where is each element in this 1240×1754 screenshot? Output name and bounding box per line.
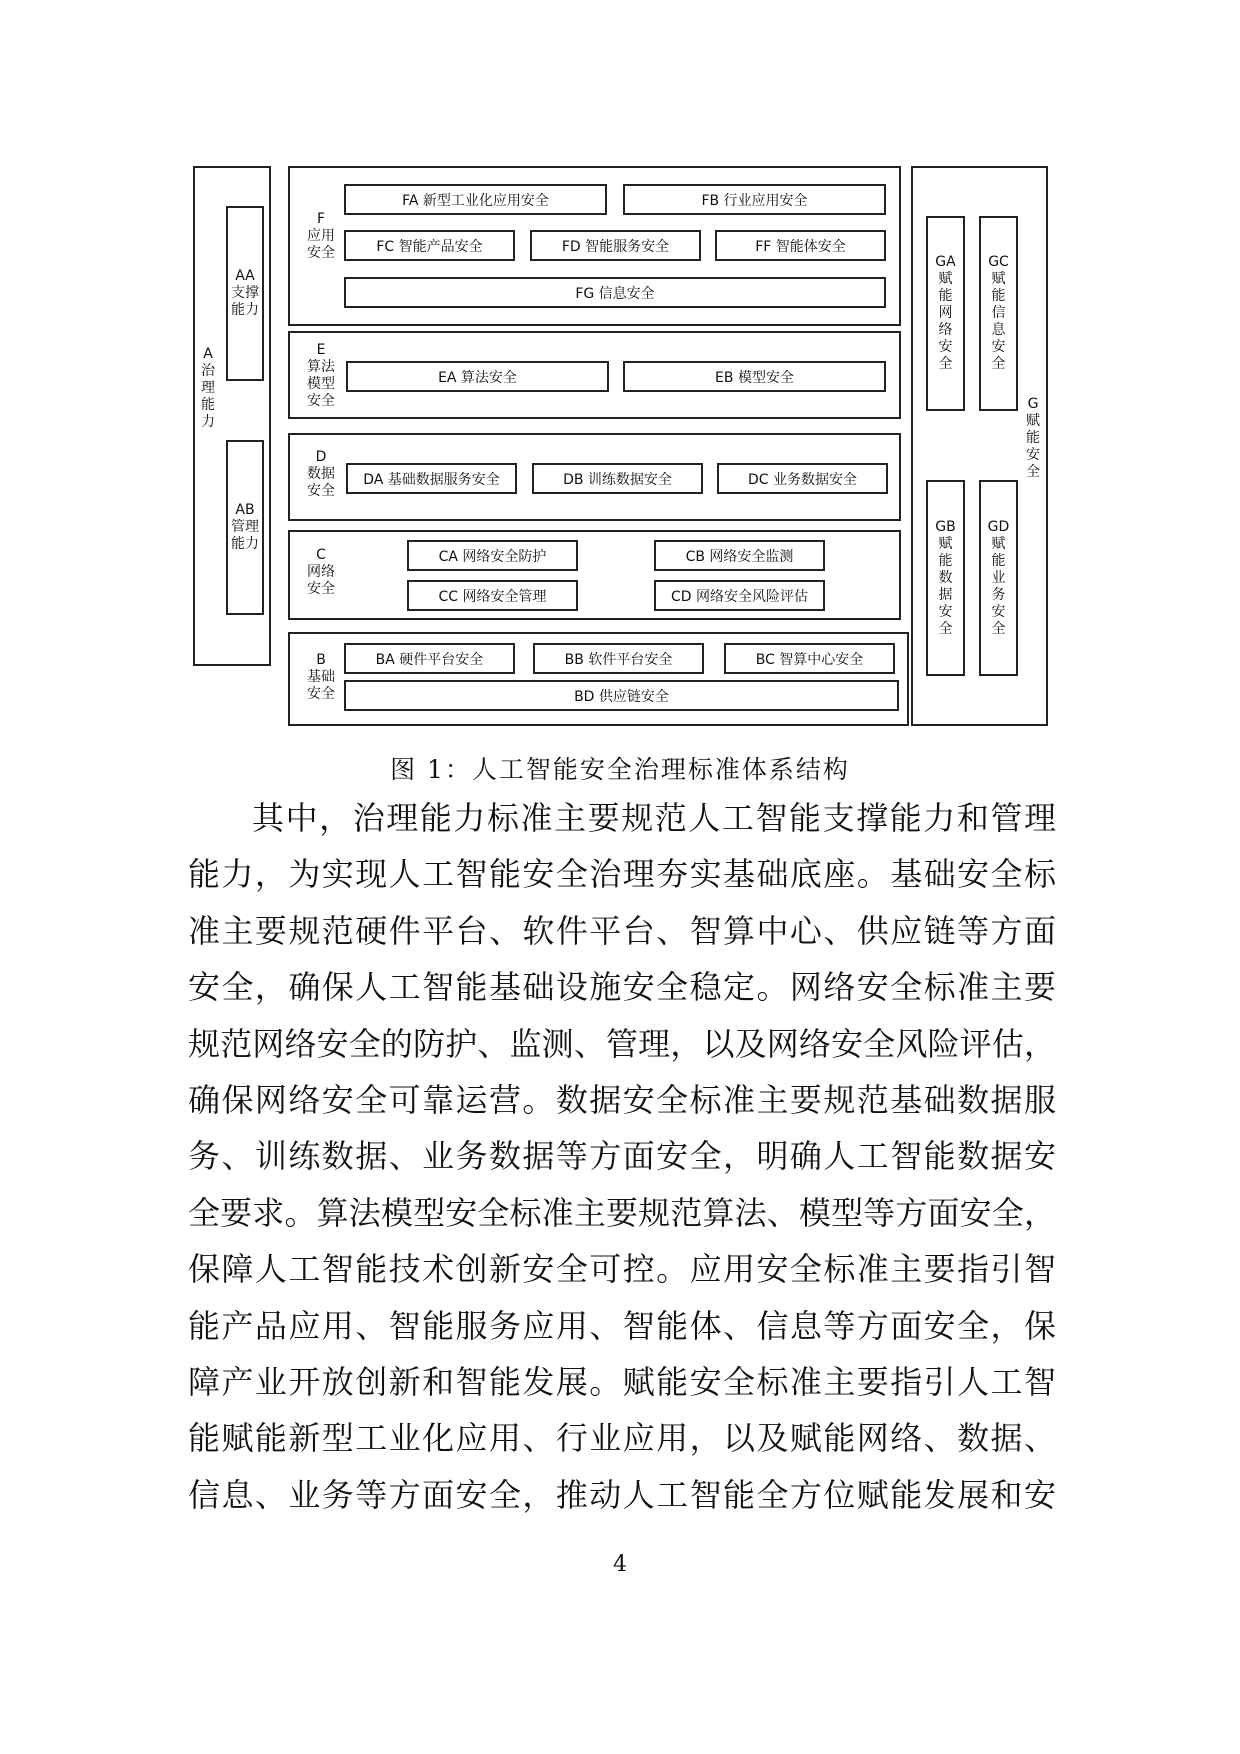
row-label-text: 安全 [307, 581, 335, 597]
box-text: 赋 [991, 535, 1006, 552]
box-ca: CA 网络安全防护 [407, 540, 578, 571]
row-label-text: F [316, 211, 326, 227]
box-bc: BC 智算中心安全 [724, 643, 895, 674]
box-db: DB 训练数据安全 [532, 463, 703, 494]
page-number: 4 [613, 1552, 627, 1577]
box-ea: EA 算法安全 [346, 361, 609, 392]
box-text: 能 [938, 552, 953, 569]
row-label-b [301, 652, 341, 703]
row-label-text: 网络 [307, 564, 335, 580]
box-gc [979, 216, 1018, 411]
label-char: 能 [1026, 430, 1040, 446]
box-text: GD [987, 518, 1010, 535]
standards-structure-diagram [193, 166, 1048, 726]
box-text: 管理 [231, 519, 259, 535]
body-line: 全要求。算法模型安全标准主要规范算法、模型等方面安全， [188, 1193, 1056, 1232]
box-gd [979, 480, 1018, 676]
row-label-c [301, 547, 341, 598]
box-text: 能 [991, 288, 1006, 304]
body-line: 障产业开放创新和智能发展。赋能安全标准主要指引人工智 [188, 1363, 1056, 1402]
label-char: 治 [201, 363, 215, 379]
box-text: 全 [991, 356, 1006, 372]
box-fa: FA 新型工业化应用安全 [344, 184, 607, 215]
row-label-text: 模型 [307, 376, 335, 392]
label-char: 理 [201, 380, 215, 396]
box-text: 能 [938, 288, 953, 304]
box-text: 务 [991, 586, 1006, 603]
row-label-text: 安全 [307, 686, 335, 702]
box-text: 数 [938, 569, 953, 586]
box-text: 据 [938, 586, 953, 603]
box-text: 赋 [938, 535, 953, 552]
body-line: 准主要规范硬件平台、软件平台、智算中心、供应链等方面 [188, 911, 1056, 950]
support-capability-box [226, 206, 264, 381]
body-line: 其中，治理能力标准主要规范人工智能支撑能力和管理 [252, 799, 1056, 837]
box-cb: CB 网络安全监测 [654, 540, 825, 571]
box-text: 业 [991, 569, 1006, 586]
box-text: GC [988, 254, 1009, 270]
box-text: AB [235, 502, 255, 518]
empowerment-security-label [1022, 396, 1044, 481]
box-text: 息 [991, 322, 1006, 338]
box-text: 安 [938, 339, 953, 355]
label-char: 安 [1026, 447, 1040, 463]
box-text: 信 [991, 305, 1006, 321]
box-fg: FG 信息安全 [344, 277, 886, 308]
row-label-text: 安全 [307, 245, 335, 261]
row-label-text: 基础 [307, 669, 335, 685]
box-eb: EB 模型安全 [623, 361, 886, 392]
governance-capability-label [195, 346, 221, 431]
box-text: 赋 [938, 271, 953, 287]
body-line: 规范网络安全的防护、监测、管理，以及网络安全风险评估， [188, 1024, 1056, 1063]
row-label-text: E [316, 342, 326, 358]
box-bd: BD 供应链安全 [344, 680, 899, 711]
body-line: 保障人工智能技术创新安全可控。应用安全标准主要指引智 [188, 1250, 1056, 1289]
box-text: 赋 [991, 271, 1006, 287]
box-text: 安 [991, 603, 1006, 620]
label-char: G [1027, 396, 1039, 412]
box-fb: FB 行业应用安全 [623, 184, 886, 215]
label-char: A [203, 346, 213, 362]
row-label-e [301, 342, 341, 410]
body-line: 能力，为实现人工智能安全治理夯实基础底座。基础安全标 [188, 855, 1056, 894]
box-ff: FF 智能体安全 [715, 230, 886, 261]
row-label-f [301, 211, 341, 262]
box-fc: FC 智能产品安全 [344, 230, 515, 261]
row-label-text: B [316, 652, 326, 668]
body-text [188, 790, 1056, 1523]
box-text: 能 [991, 552, 1006, 569]
body-line: 确保网络安全可靠运营。数据安全标准主要规范基础数据服 [188, 1081, 1056, 1120]
row-label-text: C [316, 547, 326, 563]
box-cc: CC 网络安全管理 [407, 580, 578, 611]
box-ga [926, 216, 965, 411]
box-fd: FD 智能服务安全 [530, 230, 701, 261]
box-text: 全 [991, 620, 1006, 637]
figure-caption: 图 1：人工智能安全治理标准体系结构 [390, 755, 850, 784]
box-text: 全 [938, 356, 953, 372]
label-char: 能 [201, 397, 215, 413]
label-char: 赋 [1026, 413, 1040, 429]
box-da: DA 基础数据服务安全 [346, 463, 517, 494]
body-line: 务、训练数据、业务数据等方面安全，明确人工智能数据安 [188, 1137, 1056, 1176]
box-text: GA [935, 254, 956, 270]
box-text: 全 [938, 620, 953, 637]
box-text: 能力 [231, 536, 259, 552]
body-line: 能产品应用、智能服务应用、智能体、信息等方面安全，保 [188, 1306, 1056, 1345]
row-label-text: 算法 [307, 359, 335, 375]
box-gb [926, 480, 965, 676]
box-text: 支撑 [231, 285, 259, 301]
body-line: 安全，确保人工智能基础设施安全稳定。网络安全标准主要 [188, 968, 1056, 1007]
row-label-text: 安全 [307, 483, 335, 499]
label-char: 全 [1026, 464, 1040, 480]
management-capability-box [226, 440, 264, 615]
box-text: 安 [991, 339, 1006, 355]
box-cd: CD 网络安全风险评估 [654, 580, 825, 611]
box-ba: BA 硬件平台安全 [344, 643, 515, 674]
body-line: 信息、业务等方面安全，推动人工智能全方位赋能发展和安 [188, 1475, 1056, 1514]
box-text: 络 [938, 322, 953, 338]
box-bb: BB 软件平台安全 [533, 643, 704, 674]
box-text: 安 [938, 603, 953, 620]
box-text: AA [235, 268, 255, 284]
row-label-text: 安全 [307, 393, 335, 409]
box-text: 网 [938, 305, 953, 321]
body-line: 能赋能新型工业化应用、行业应用，以及赋能网络、数据、 [188, 1419, 1056, 1458]
box-text: GB [935, 518, 956, 535]
row-label-text: 应用 [307, 228, 335, 244]
row-label-text: 数据 [307, 466, 335, 482]
label-char: 力 [201, 414, 215, 430]
box-text: 能力 [231, 302, 259, 318]
row-label-text: D [315, 449, 327, 465]
box-dc: DC 业务数据安全 [717, 463, 888, 494]
row-label-d [301, 449, 341, 500]
